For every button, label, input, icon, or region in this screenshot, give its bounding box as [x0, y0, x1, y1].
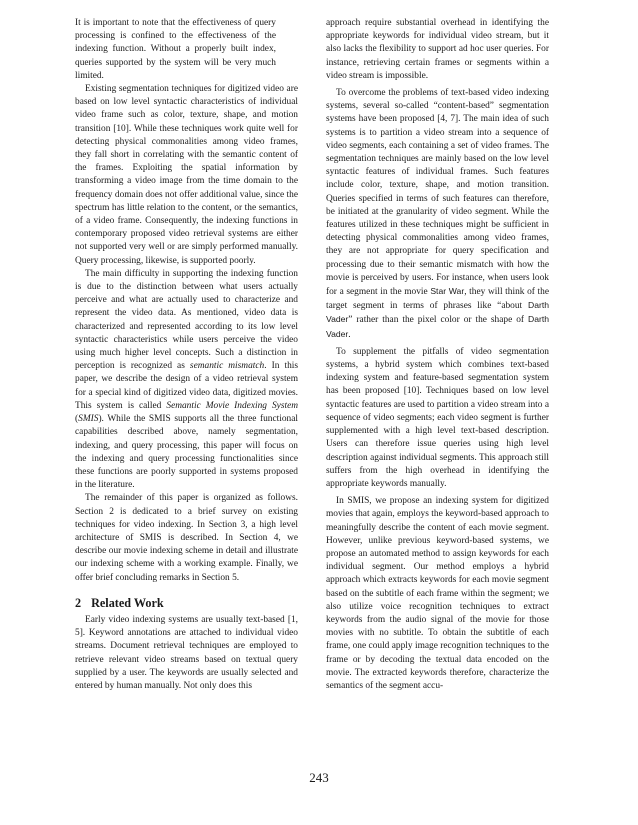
- movie-title: Star War: [430, 286, 465, 297]
- section-heading: [75, 597, 298, 610]
- section-number: 2: [75, 595, 82, 610]
- left-column: [75, 17, 298, 693]
- paragraph: To overcome the problems of text-based video indexing systems, several so-called “content-based” segmentation systems have been proposed [4, 7]. The main idea of such systems is to partition a video stream into a sequence of video segments, each containing a set of video frames. The segmentation techniques are mainly based on the low level syntactic features of individual frames. Such features include color, texture, shape, and motion transition. Queries specified in terms of such features can therefore, be initiated at the granularity of video segment. While the features utilized in these techniques might be sufficient in detecting physical commonalities among video frames, they are not appropriate for query specification and processing due to their semantic mismatch with how the movie is perceived by users. For instance, when users look for a segment in the movie Star War, they will think of the target segment in terms of phrases like “about Darth Vader” rather than the pixel color or the shape of Darth Vader.: [326, 88, 549, 340]
- paragraph: Existing segmentation techniques for digitized video are based on low level syntactic characteristics of individual video frame such as color, texture, shape, and motion transition [10]. While these techniques work quite well for detecting physical commonalities among video frames, they fall short in correlating with the semantic content of the frames. Exploiting the spatial information by transforming a video image from the time domain to the frequency domain does not offer additional value, since the spectrum has little relation to the content, or the semantics, of a video frame. Consequently, the indexing functions in contemporary proposed video retrieval systems are either not supported very well or are simply performed manually. Query processing, likewise, is supported poorly.: [75, 84, 298, 266]
- character-name: Darth Vader: [326, 300, 549, 325]
- paragraph: To supplement the pitfalls of video segmentation systems, a hybrid system which combines text-based indexing system and feature-based segmentation system has been proposed [10]. Techniques based on low level syntactic features are used to partition a video stream into a sequence of video segments; each video segment is further supplemented with a high level text-based description. Users can therefore issue queries using high level description against individual segments. This approach still suffers from the high overhead in identifying the appropriate keywords manually.: [326, 346, 549, 489]
- emphasized-term: semantic mismatch: [189, 361, 265, 372]
- right-column: [326, 17, 549, 693]
- paragraph: approach require substantial overhead in identifying the appropriate keywords for individual video stream, but it also lacks the flexibility to support ad hoc user queries. For instance, retrieving certain frames or segments within a video stream is impossible.: [326, 18, 549, 81]
- section-title: Related Work: [91, 595, 164, 610]
- paragraph: The remainder of this paper is organized as follows. Section 2 is dedicated to a brief survey on existing techniques for video indexing. In Section 3, a high level architecture of SMIS is described. In Section 4, we describe our movie indexing scheme in detail and illustrate our indexing scheme with a working example. Finally, we offer brief concluding remarks in Section 5.: [75, 493, 298, 583]
- paragraph: The main difficulty in supporting the indexing function is due to the distinction between what users actually perceive and what are actually used to characterize and represent the video data. As mentioned, video data is characterized and represented according to its low level syntactic characteristics while users perceive the video using much higher level concepts. Such a distinction in perception is recognized as semantic mismatch. In this paper, we describe the design of a video retrieval system for a special kind of digitized video data, digitized movies. This system is called Semantic Movie Indexing System (SMIS). While the SMIS supports all the three functional capabilities described above, namely segmentation, indexing, and query processing, this paper will focus on the indexing and query processing functionalities since these functions are poorly supported in systems proposed in the literature.: [75, 268, 299, 491]
- page-number: 243: [309, 770, 329, 785]
- system-name: Semantic Movie Indexing System: [166, 400, 299, 411]
- indented-quote: It is important to note that the effectiveness of query processing is confined to the effectiveness of the indexing function. Without a properly built index, queries supported by the system will be very much limited.: [75, 18, 276, 81]
- character-name: Darth Vader: [326, 314, 549, 339]
- paragraph: Early video indexing systems are usually text-based [1, 5]. Keyword annotations are attached to individual video streams. Document retrieval techniques are employed to retrieve relevant video streams based on textual query supplied by a user. The keywords are usually selected and entered by human manually. Not only does this: [75, 614, 298, 691]
- paragraph: In SMIS, we propose an indexing system for digitized movies that again, employs the keyword-based approach to meaningfully describe the content of each movie segment. However, unlike previous keyword-based systems, we propose an automated method to assign keywords for each individual segment. Our method employs a hybrid approach which extracts keywords for each movie segment based on the subtitle of each frame within the segment; we also utilize voice recognition techniques to extract keywords from the audio signal of the movie for those movies with no subtitle. To obtain the subtitle of each frame, one could apply image recognition techniques to the frame or by decoding the textual data encoded on the movie. The extracted keywords therefore, characterize the semantics of the segment accu-: [326, 496, 549, 691]
- system-abbreviation: SMIS: [78, 414, 99, 425]
